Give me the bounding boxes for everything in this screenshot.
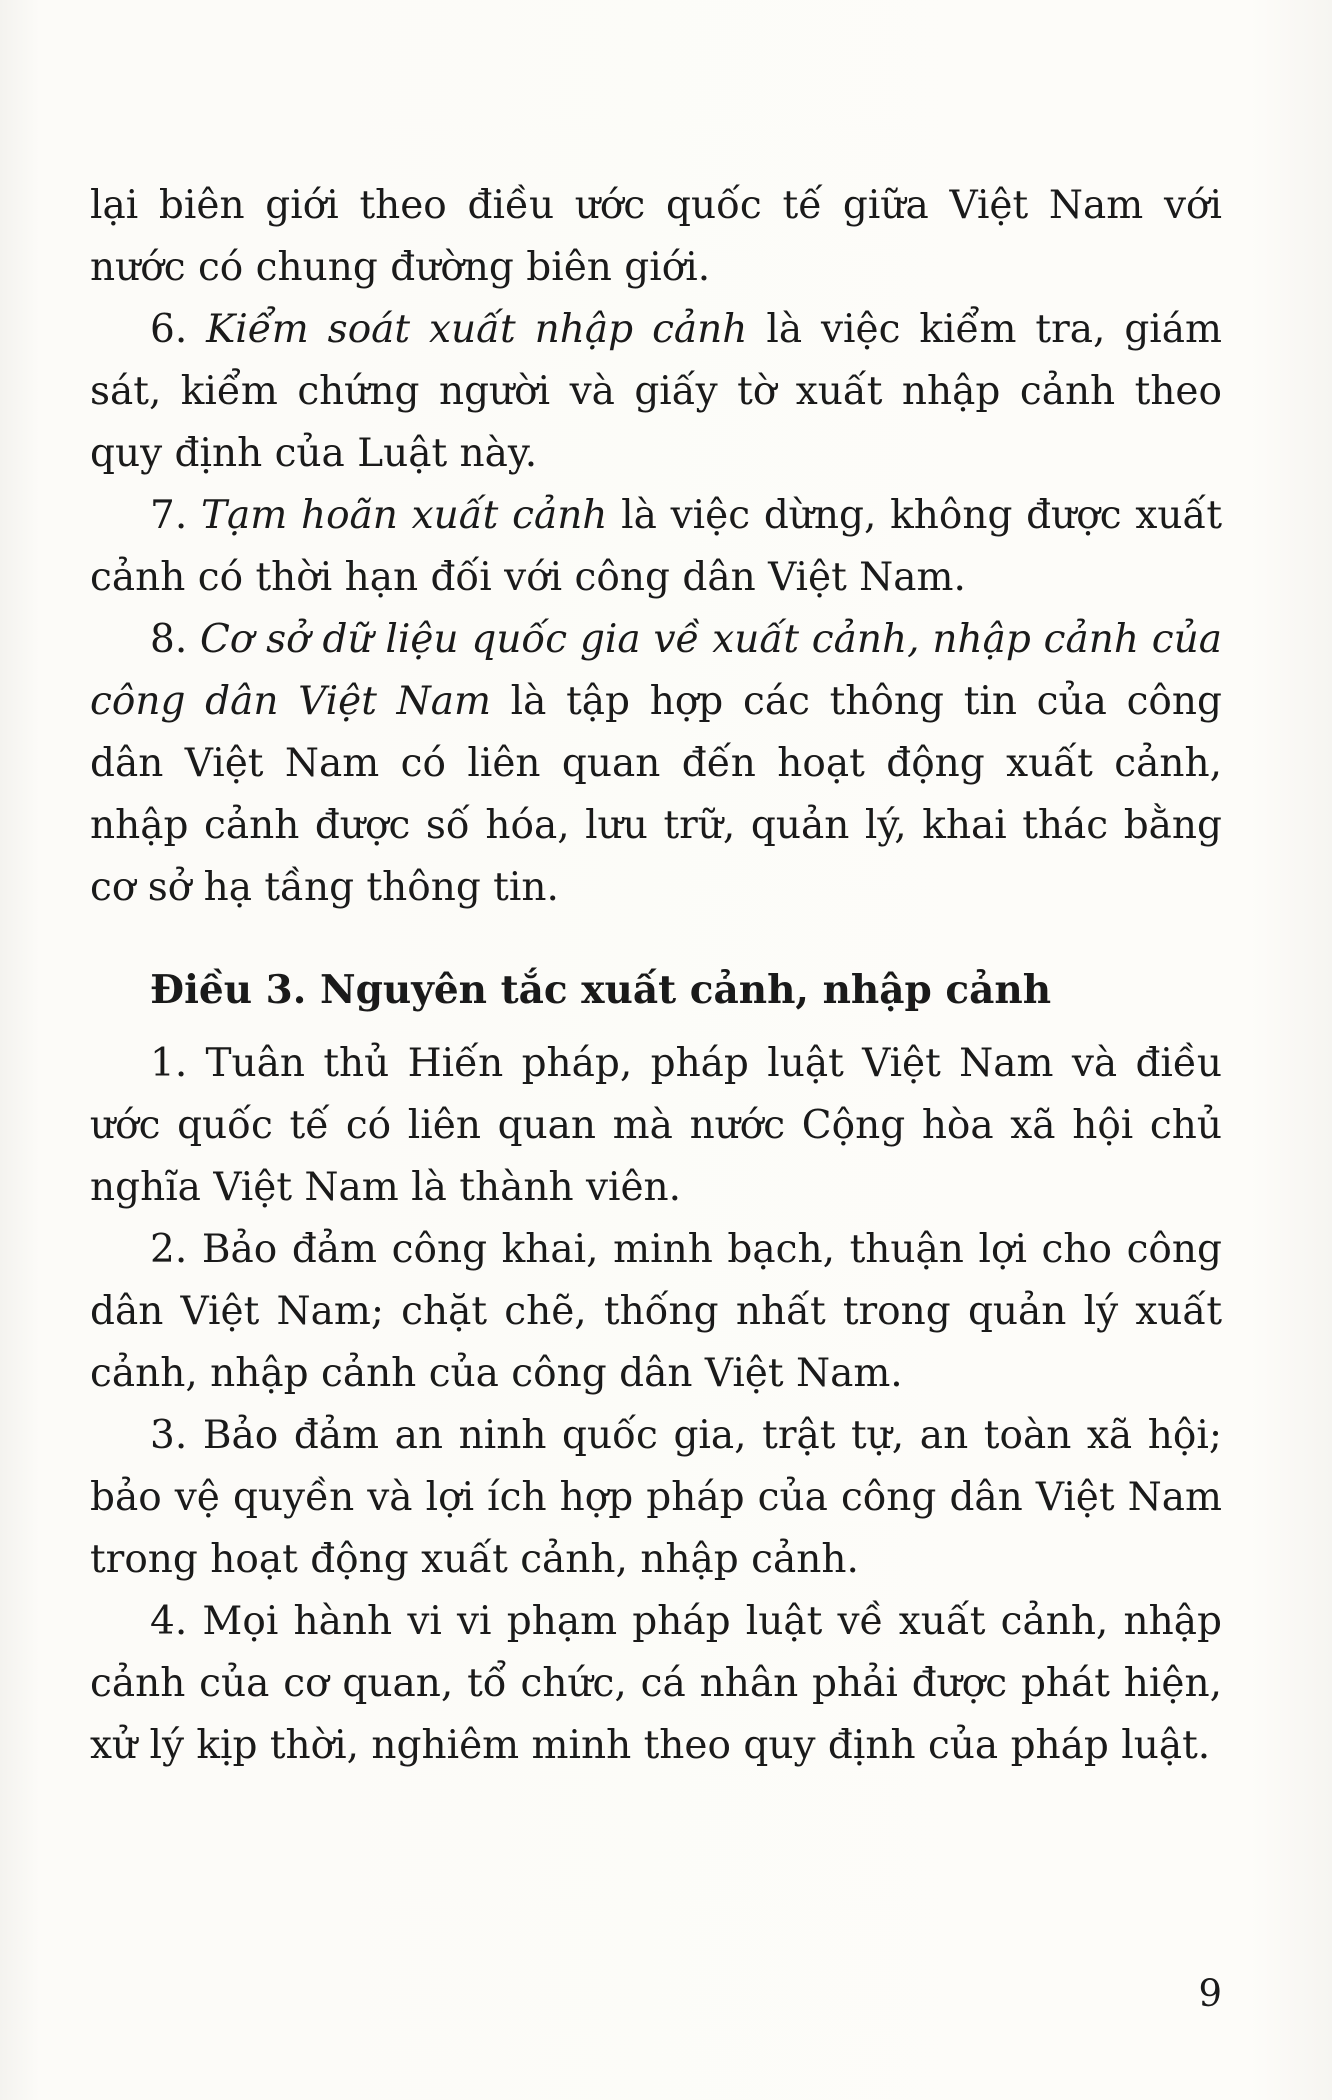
definition-6-term: Kiểm soát xuất nhập cảnh — [206, 307, 748, 352]
definition-7 — [90, 485, 1222, 609]
article-3-heading: Điều 3. Nguyên tắc xuất cảnh, nhập cảnh — [150, 967, 1052, 1013]
article-3-item-3: 3. Bảo đảm an ninh quốc gia, trật tự, an toàn xã hội; bảo vệ quyền và lợi ích hợp pháp của công dân Việt Nam trong hoạt động xuất cảnh, nhập cảnh. — [90, 1413, 1222, 1582]
definition-7-number: 7. — [150, 493, 201, 538]
definition-6-body: là việc kiểm tra, giám sát, kiểm chứng người và giấy tờ xuất nhập cảnh theo quy định của Luật này. — [90, 307, 1222, 476]
definition-7-body: là việc dừng, không được xuất cảnh có thời hạn đối với công dân Việt Nam. — [90, 493, 1223, 600]
definition-6 — [90, 299, 1222, 485]
continuation-text: lại biên giới theo điều ước quốc tế giữa Việt Nam với nước có chung đường biên giới. — [90, 183, 1222, 290]
article-3-item-1: 1. Tuân thủ Hiến pháp, pháp luật Việt Nam và điều ước quốc tế có liên quan mà nước Cộng hòa xã hội chủ nghĩa Việt Nam là thành viên. — [90, 1041, 1222, 1210]
page-number: 9 — [1198, 1972, 1222, 2015]
definition-6-number: 6. — [150, 307, 207, 352]
definition-8-body: là tập hợp các thông tin của công dân Việt Nam có liên quan đến hoạt động xuất cảnh, nhập cảnh được số hóa, lưu trữ, quản lý, khai thác bằng cơ sở hạ tầng thông tin. — [90, 679, 1222, 910]
article-3-item-2: 2. Bảo đảm công khai, minh bạch, thuận lợi cho công dân Việt Nam; chặt chẽ, thống nhất trong quản lý xuất cảnh, nhập cảnh của công dân Việt Nam. — [90, 1227, 1222, 1396]
continuation-paragraph — [90, 175, 1222, 299]
definition-8-term: Cơ sở dữ liệu quốc gia về xuất cảnh, nhập cảnh của công dân Việt Nam — [90, 617, 1222, 724]
definition-7-term: Tạm hoãn xuất cảnh — [200, 493, 608, 538]
definition-8 — [90, 609, 1222, 919]
definition-8-number: 8. — [150, 617, 201, 662]
article-3-item-4: 4. Mọi hành vi vi phạm pháp luật về xuất cảnh, nhập cảnh của cơ quan, tổ chức, cá nhân phải được phát hiện, xử lý kịp thời, nghiêm minh theo quy định của pháp luật. — [90, 1599, 1222, 1768]
page-content — [90, 175, 1222, 1777]
